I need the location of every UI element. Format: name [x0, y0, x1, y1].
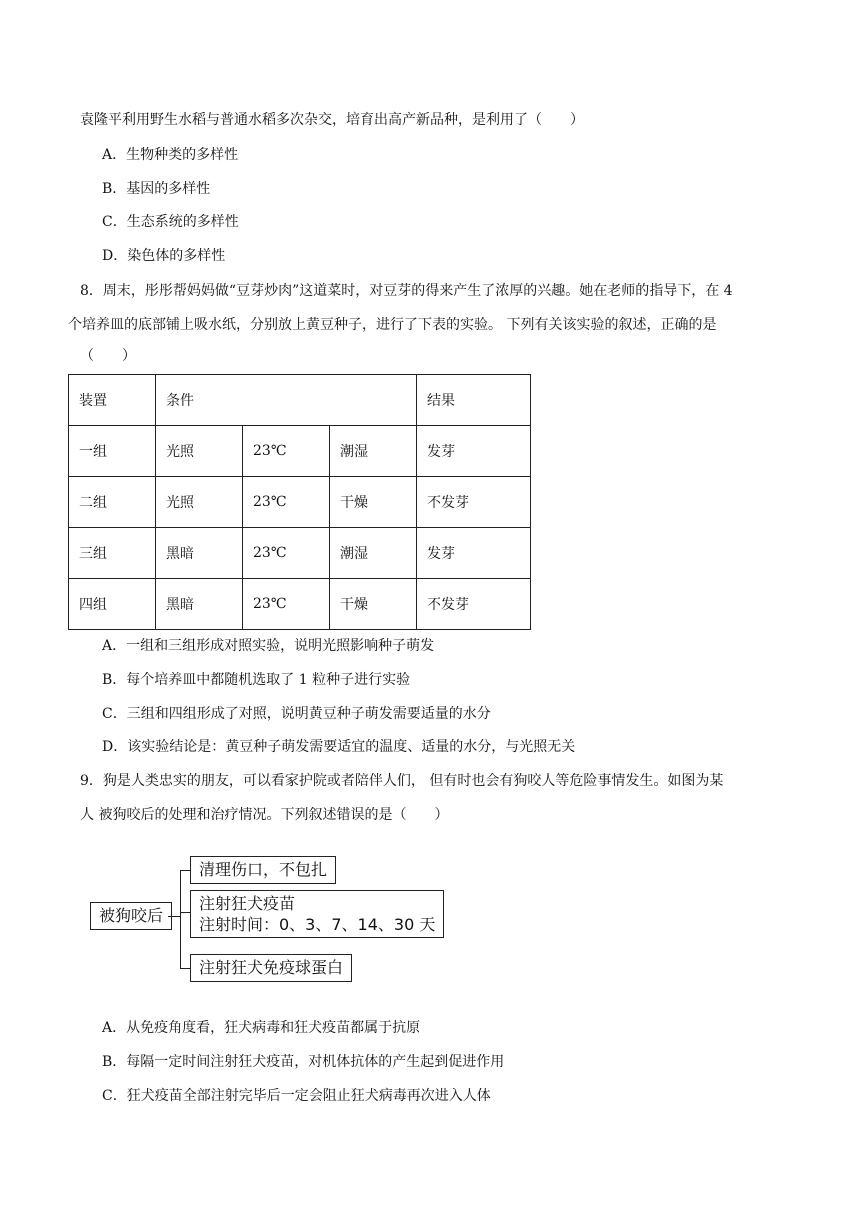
header-conditions: 条件	[156, 375, 417, 426]
diagram-connector	[180, 870, 190, 871]
q7-option-a: A．生物种类的多样性	[102, 147, 239, 163]
treatment-flow-diagram	[88, 850, 436, 990]
table-cell: 23℃	[243, 426, 330, 477]
header-result: 结果	[417, 375, 531, 426]
q8-stem-line3: （ ）	[80, 348, 136, 364]
diagram-trunk-line	[180, 870, 181, 968]
table-cell: 潮湿	[330, 426, 417, 477]
table-row	[69, 477, 531, 528]
q8-option-c: C．三组和四组形成了对照，说明黄豆种子萌发需要适量的水分	[102, 706, 491, 722]
table-row	[69, 579, 531, 630]
q8-option-d: D．该实验结论是：黄豆种子萌发需要适宜的温度、适量的水分，与光照无关	[102, 739, 576, 755]
table-row	[69, 426, 531, 477]
table-cell: 二组	[69, 477, 156, 528]
table-cell: 干燥	[330, 579, 417, 630]
q9-stem-line1: 9．狗是人类忠实的朋友，可以看家护院或者陪伴人们， 但有时也会有狗咬人等危险事情发生。如图为某	[80, 773, 724, 789]
q8-stem-line2: 个培养皿的底部铺上吸水纸，分别放上黄豆种子，进行了下表的实验。 下列有关该实验的叙述，正确的是	[68, 317, 717, 333]
table-cell: 干燥	[330, 477, 417, 528]
table-cell: 发芽	[417, 426, 531, 477]
table-cell: 黑暗	[156, 579, 243, 630]
q9-option-a: A．从免疫角度看，狂犬病毒和狂犬疫苗都属于抗原	[102, 1020, 421, 1036]
diagram-connector	[180, 912, 190, 913]
table-cell: 发芽	[417, 528, 531, 579]
diagram-connector	[180, 968, 190, 969]
table-cell: 黑暗	[156, 528, 243, 579]
q7-stem: 袁隆平利用野生水稻与普通水稻多次杂交，培育出高产新品种，是利用了（ ）	[80, 112, 584, 128]
diagram-branch-clean-wound: 清理伤口，不包扎	[190, 856, 336, 884]
table-header-row	[69, 375, 531, 426]
q8-stem-line1: 8．周末，彤彤帮妈妈做“豆芽炒肉”这道菜时，对豆芽的得来产生了浓厚的兴趣。她在老师的指导下，在 4	[80, 283, 733, 299]
table-cell: 一组	[69, 426, 156, 477]
table-cell: 23℃	[243, 477, 330, 528]
diagram-vaccine-line1: 注射狂犬疫苗	[199, 894, 296, 913]
q8-option-b: B．每个培养皿中都随机选取了 1 粒种子进行实验	[102, 672, 411, 688]
table-cell: 光照	[156, 477, 243, 528]
table-row	[69, 528, 531, 579]
table-cell: 不发芽	[417, 477, 531, 528]
table-cell: 不发芽	[417, 579, 531, 630]
table-cell: 潮湿	[330, 528, 417, 579]
table-cell: 光照	[156, 426, 243, 477]
q9-option-c: C．狂犬疫苗全部注射完毕后一定会阻止狂犬病毒再次进入人体	[102, 1088, 491, 1104]
header-device: 装置	[69, 375, 156, 426]
q9-stem-line2: 人 被狗咬后的处理和治疗情况。下列叙述错误的是（ ）	[80, 807, 449, 823]
q7-option-c: C．生态系统的多样性	[102, 214, 239, 230]
diagram-branch-globulin: 注射狂犬免疫球蛋白	[190, 954, 352, 982]
experiment-table	[68, 374, 531, 630]
table-cell: 23℃	[243, 579, 330, 630]
diagram-root-box: 被狗咬后	[90, 902, 172, 930]
table-cell: 四组	[69, 579, 156, 630]
diagram-connector	[168, 916, 180, 917]
q7-option-d: D．染色体的多样性	[102, 248, 226, 264]
q8-option-a: A．一组和三组形成对照实验，说明光照影响种子萌发	[102, 638, 435, 654]
table-cell: 23℃	[243, 528, 330, 579]
q9-option-b: B．每隔一定时间注射狂犬疫苗，对机体抗体的产生起到促进作用	[102, 1054, 505, 1070]
q7-option-b: B．基因的多样性	[102, 181, 211, 197]
diagram-vaccine-line2: 注射时间：0、3、7、14、30 天	[199, 915, 436, 934]
diagram-branch-vaccine	[190, 890, 444, 938]
table-cell: 三组	[69, 528, 156, 579]
